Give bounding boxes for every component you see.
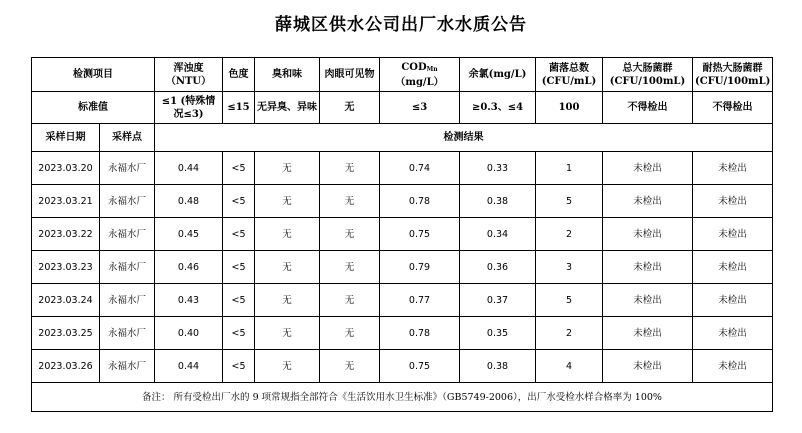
cell-chlorine: 0.36 xyxy=(460,251,536,284)
cell-odor: 无 xyxy=(255,152,320,185)
cell-date: 2023.03.23 xyxy=(32,251,100,284)
cell-cod: 0.78 xyxy=(380,317,460,350)
cell-coliform: 未检出 xyxy=(603,317,693,350)
standard-label: 标准值 xyxy=(32,92,155,124)
cell-thermo: 未检出 xyxy=(693,218,773,251)
cell-chlorine: 0.34 xyxy=(460,218,536,251)
cell-colony: 2 xyxy=(536,218,603,251)
cell-cod: 0.79 xyxy=(380,251,460,284)
standard-cod: ≤3 xyxy=(380,92,460,124)
note-row xyxy=(32,383,773,412)
cell-thermo: 未检出 xyxy=(693,317,773,350)
cell-color: <5 xyxy=(223,218,255,251)
table-row xyxy=(32,152,773,185)
cell-date: 2023.03.25 xyxy=(32,317,100,350)
standard-turbidity: ≤1 (特殊情况≤3) xyxy=(155,92,223,124)
header-odor: 臭和味 xyxy=(255,58,320,92)
standard-color: ≤15 xyxy=(223,92,255,124)
cell-visible: 无 xyxy=(320,251,380,284)
standard-coliform: 不得检出 xyxy=(603,92,693,124)
cell-visible: 无 xyxy=(320,185,380,218)
cell-colony: 5 xyxy=(536,185,603,218)
cell-cod: 0.75 xyxy=(380,350,460,383)
cell-color: <5 xyxy=(223,152,255,185)
header-visible: 肉眼可见物 xyxy=(320,58,380,92)
header-row xyxy=(32,58,773,92)
table-row xyxy=(32,317,773,350)
cell-colony: 5 xyxy=(536,284,603,317)
header-thermo-line2: (CFU/100mL) xyxy=(695,75,771,87)
cell-odor: 无 xyxy=(255,284,320,317)
cell-colony: 1 xyxy=(536,152,603,185)
cell-color: <5 xyxy=(223,350,255,383)
subheader-results: 检测结果 xyxy=(155,124,773,152)
cell-visible: 无 xyxy=(320,218,380,251)
header-coliform-line2: (CFU/100mL) xyxy=(609,75,686,87)
standard-row xyxy=(32,92,773,124)
header-coliform-line1: 总大肠菌群 xyxy=(622,62,673,74)
standard-chlorine: ≥0.3、≤4 xyxy=(460,92,536,124)
header-chlorine: 余氯(mg/L) xyxy=(460,58,536,92)
subheader-row xyxy=(32,124,773,152)
subheader-point: 采样点 xyxy=(100,124,155,152)
header-colony xyxy=(536,58,603,92)
subheader-date: 采样日期 xyxy=(32,124,100,152)
cell-point: 永福水厂 xyxy=(100,251,155,284)
header-thermo xyxy=(693,58,773,92)
cell-coliform: 未检出 xyxy=(603,350,693,383)
cell-thermo: 未检出 xyxy=(693,350,773,383)
cell-turbidity: 0.46 xyxy=(155,251,223,284)
cell-date: 2023.03.20 xyxy=(32,152,100,185)
cell-chlorine: 0.38 xyxy=(460,350,536,383)
cell-turbidity: 0.40 xyxy=(155,317,223,350)
table-row xyxy=(32,218,773,251)
cell-visible: 无 xyxy=(320,284,380,317)
cell-point: 永福水厂 xyxy=(100,350,155,383)
cell-odor: 无 xyxy=(255,185,320,218)
header-turbidity: 浑浊度（NTU） xyxy=(155,58,223,92)
cell-turbidity: 0.44 xyxy=(155,350,223,383)
cell-chlorine: 0.38 xyxy=(460,185,536,218)
cell-colony: 3 xyxy=(536,251,603,284)
cell-coliform: 未检出 xyxy=(603,185,693,218)
standard-visible: 无 xyxy=(320,92,380,124)
cell-coliform: 未检出 xyxy=(603,251,693,284)
standard-thermo: 不得检出 xyxy=(693,92,773,124)
standard-odor: 无异臭、异味 xyxy=(255,92,320,124)
cell-point: 永福水厂 xyxy=(100,218,155,251)
cell-coliform: 未检出 xyxy=(603,152,693,185)
cell-colony: 2 xyxy=(536,317,603,350)
cell-odor: 无 xyxy=(255,350,320,383)
cell-cod: 0.77 xyxy=(380,284,460,317)
cell-cod: 0.78 xyxy=(380,185,460,218)
cell-chlorine: 0.35 xyxy=(460,317,536,350)
cell-coliform: 未检出 xyxy=(603,284,693,317)
header-cod-prefix: COD xyxy=(401,61,427,73)
cell-thermo: 未检出 xyxy=(693,251,773,284)
water-quality-table xyxy=(31,57,773,412)
cell-point: 永福水厂 xyxy=(100,152,155,185)
header-cod xyxy=(380,58,460,92)
header-colony-line2: (CFU/mL) xyxy=(541,75,597,87)
cell-odor: 无 xyxy=(255,218,320,251)
standard-colony: 100 xyxy=(536,92,603,124)
cell-point: 永福水厂 xyxy=(100,284,155,317)
cell-visible: 无 xyxy=(320,152,380,185)
cell-visible: 无 xyxy=(320,350,380,383)
cell-color: <5 xyxy=(223,284,255,317)
cell-color: <5 xyxy=(223,185,255,218)
cell-date: 2023.03.22 xyxy=(32,218,100,251)
header-color: 色度 xyxy=(223,58,255,92)
cell-point: 永福水厂 xyxy=(100,317,155,350)
note-text: 备注： 所有受检出厂水的 9 项常规指全部符合《生活饮用水卫生标准》（GB5749-2006），出厂水受检水样合格率为 100% xyxy=(32,383,773,412)
cell-point: 永福水厂 xyxy=(100,185,155,218)
cell-color: <5 xyxy=(223,317,255,350)
cell-thermo: 未检出 xyxy=(693,185,773,218)
cell-date: 2023.03.24 xyxy=(32,284,100,317)
cell-coliform: 未检出 xyxy=(603,218,693,251)
cell-colony: 4 xyxy=(536,350,603,383)
table-row xyxy=(32,251,773,284)
cell-visible: 无 xyxy=(320,317,380,350)
cell-chlorine: 0.37 xyxy=(460,284,536,317)
cell-turbidity: 0.48 xyxy=(155,185,223,218)
table-row xyxy=(32,350,773,383)
cell-thermo: 未检出 xyxy=(693,152,773,185)
cell-date: 2023.03.26 xyxy=(32,350,100,383)
cell-turbidity: 0.45 xyxy=(155,218,223,251)
cell-turbidity: 0.44 xyxy=(155,152,223,185)
cell-turbidity: 0.43 xyxy=(155,284,223,317)
page-title: 薛城区供水公司出厂水水质公告 xyxy=(275,15,527,35)
header-thermo-line1: 耐热大肠菌群 xyxy=(702,62,763,74)
cell-thermo: 未检出 xyxy=(693,284,773,317)
cell-color: <5 xyxy=(223,251,255,284)
header-cod-sub: Mn xyxy=(426,65,438,73)
table-row xyxy=(32,185,773,218)
header-coliform xyxy=(603,58,693,92)
cell-date: 2023.03.21 xyxy=(32,185,100,218)
cell-chlorine: 0.33 xyxy=(460,152,536,185)
header-item: 检测项目 xyxy=(32,58,155,92)
table-row xyxy=(32,284,773,317)
cell-cod: 0.75 xyxy=(380,218,460,251)
cell-cod: 0.74 xyxy=(380,152,460,185)
header-colony-line1: 菌落总数 xyxy=(549,62,589,74)
cell-odor: 无 xyxy=(255,317,320,350)
cell-odor: 无 xyxy=(255,251,320,284)
header-cod-suffix: （mg/L） xyxy=(395,76,444,88)
